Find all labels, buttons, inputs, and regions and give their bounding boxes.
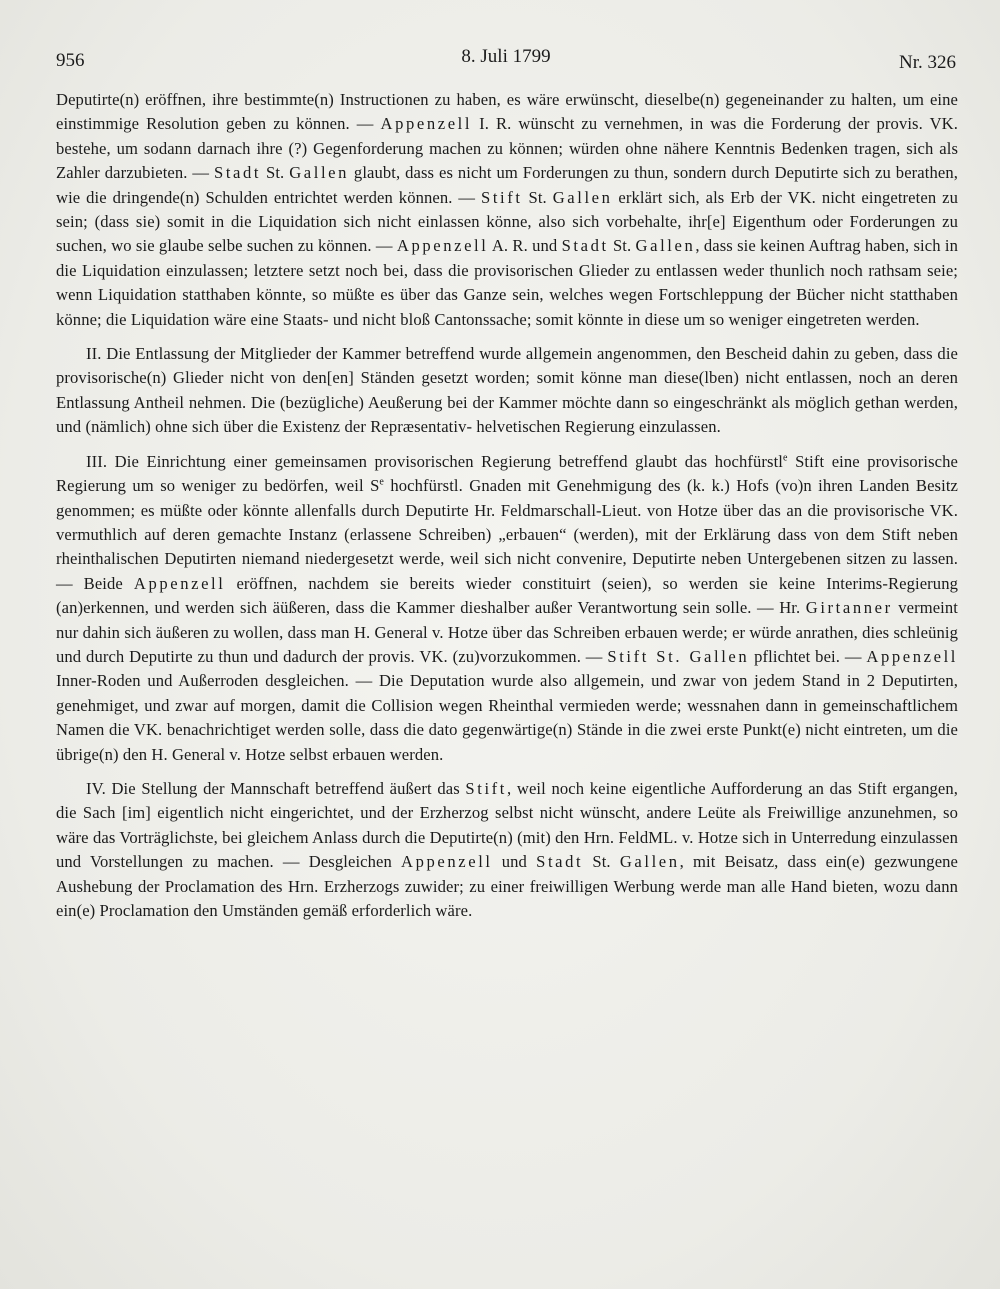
text-run: IV. Die Stellung der Mannschaft betreffend äußert das (86, 778, 466, 798)
text-run: , dass sie keinen Auftrag haben, sich in die Liquidation einzulassen; letztere setzt noch bei, dass die provisorischen Glieder zu entlassen weder thunlich noch rathsam seie; wenn Liquidation statthaben könnte, so müßte es über das Ganze sein, welches wegen Fortschleppung der Bücher nicht statthaben könne; die Liquidation wäre eine Staats- und nicht bloß Cantonssache; somit könnte in diese um so weniger eingetreten werden. (56, 236, 958, 329)
header-date: 8. Juli 1799 (461, 46, 551, 67)
spaced-name: Stadt (214, 163, 262, 183)
text-run: Deputirte(n) eröffnen, ihre bestimmte(n) Instructionen zu haben, es wäre erwünscht, dieselbe(n) gegeneinander zu halten, um eine einstimmige Resolution geben zu können. — (56, 90, 958, 134)
spaced-name: Gallen (619, 852, 680, 872)
text-run: erklärt sich, als Erb der VK. nicht eingetreten zu sein; (dass sie) somit in die Liquidation sich nicht einlassen könne, also sich vorbehalte, ihr[e] Eigenthum oder Forderungen zu suchen, wo sie glaube selbe suchen zu können. — (56, 187, 958, 256)
text-run: St. (583, 852, 620, 872)
text-run: St. (608, 236, 636, 256)
spaced-name: Girtanner (805, 598, 893, 618)
text-run: St. (261, 163, 290, 183)
text-run: eröffnen, nachdem sie bereits wieder constituirt (seien), so werden sie keine Interims-Regierung (an)erkennen, und werden sich äüßeren, dass die Kammer dieshalber außer Verantwortung sein solle. — Hr. (56, 573, 958, 618)
paragraph-iii (56, 450, 958, 767)
text-run: , weil noch keine eigentliche Aufforderung an das Stift ergangen, die Sach [im] eigentlich nicht eingerichtet, und der Erzherzog selbst nicht wünscht, andere Leüte als Freiwillige anzunehmen, so wäre das Vorträglichste, bei gleichem Anlass durch die Deputirte(n) (mit) den Hrn. FeldML. v. Hotze sich in Unterredung einzulassen und Vorstellungen zu machen. — Desgleichen (56, 778, 959, 872)
superscript: e (783, 452, 788, 464)
text-run: A. R. und (488, 236, 562, 256)
text-run: , mit Beisatz, dass ein(e) gezwungene Aushebung der Proclamation des Hrn. Erzherzogs zuwider; zu einer freiwilligen Werbung werde man alle Hand bieten, wozu dann ein(e) Proclamation den Umständen gemäß erforderlich wäre. (56, 852, 959, 920)
spaced-name: Stadt (561, 236, 609, 256)
spaced-name: Appenzell (866, 646, 959, 666)
text-run: und (492, 852, 537, 872)
spaced-name: Gallen (635, 236, 696, 256)
spaced-name: Stift (481, 187, 523, 207)
text-run: II. Die Entlassung der Mitglieder der Kammer betreffend wurde allgemein angenommen, den Bescheid dahin zu geben, dass die provisorische(n) Glieder nicht von den[en] Ständen gesetzt worden; somit könne man diese(lben) nicht entlassen, noch an deren Entlassung Antheil nehmen. Die (bezügliche) Aeußerung bei der Kammer möchte dann so eingeschränkt als möglich gethan werden, und (nämlich) ohne sich über die Existenz der Repræsentativ- helvetischen Regierung einzulassen. (56, 344, 958, 437)
paragraph-iv (56, 777, 958, 923)
spaced-name: Gallen (552, 187, 613, 207)
spaced-name: Stift St. Gallen (607, 646, 750, 666)
page-body (56, 88, 958, 923)
page-header (56, 46, 956, 78)
superscript: e (379, 476, 384, 488)
paragraph-ii (56, 342, 958, 440)
text-run: pflichtet bei. — (749, 646, 867, 666)
spaced-name: Appenzell (380, 114, 473, 134)
text-run: St. (522, 187, 553, 207)
document-number: Nr. 326 (899, 52, 956, 73)
spaced-name: Stift (465, 778, 507, 798)
text-run: I. R. wünscht zu vernehmen, in was die Forderung der provis. VK. bestehe, um sodann darnach ihre (?) Gegenforderung machen zu können; würden ohne nähere Kenntnis Bedenken tragen, sich als Zahler darzubieten. — (56, 114, 958, 183)
page-number: 956 (56, 50, 85, 71)
spaced-name: Appenzell (133, 573, 226, 593)
spaced-name: Stadt (536, 852, 584, 872)
text-run: glaubt, dass es nicht um Forderungen zu thun, sondern durch Deputirte sich zu berathen, wie die dringende(n) Schulden entrichtet werden können. — (56, 163, 958, 207)
text-run: hochfürstl. Gnaden mit Genehmigung des (k. k.) Hofs (vo)n ihren Landen Besitz genommen; es müßte oder könnte allenfalls durch Deputirte Hr. Feldmarschall-Lieut. von Hotze über das an die provisorische VK. vermuthlich auf deren gemachte Instanz (erlassene Schreiben) „erbauen“ (werden), mit der Erklärung dass von dem Stift neben rheinthalischen Deputirten niemand niedergesetzt werde, weil sich nicht convenire, Deputirte neben Untergebenen sitzen zu lassen. — Beide (56, 476, 958, 593)
paragraph-continuation (56, 88, 958, 332)
spaced-name: Appenzell (396, 236, 489, 256)
spaced-name: Gallen (289, 163, 350, 183)
text-run: vermeint nur dahin sich äußeren zu wollen, dass man H. General v. Hotze über das Schreiben erbauen werde; er würde anrathen, dies schleünig und durch Deputirte zu thun und dadurch der provis. VK. (zu)vorzukommen. — (56, 598, 958, 666)
text-run: Inner-Roden und Außerroden desgleichen. — Die Deputation wurde also allgemein, und zwar von jedem Stand in 2 Deputirten, genehmiget, und zwar auf morgen, damit die Collision wegen Rheinthal vermieden werde; wessnahen dann in gemeinschaftlichem Namen die VK. benachrichtiget werden solle, dass die dato gegenwärtige(n) Stände in die zwei erste Punkt(e) nicht eintreten, um die übrige(n) den H. General v. Hotze selbst erbauen werden. (56, 671, 958, 764)
text-run: Stift eine provisorische Regierung um so weniger zu bedörfen, weil S (56, 451, 958, 496)
spaced-name: Appenzell (401, 852, 493, 872)
text-run: III. Die Einrichtung einer gemeinsamen provisorischen Regierung betreffend glaubt das hochfürstl (86, 451, 783, 471)
